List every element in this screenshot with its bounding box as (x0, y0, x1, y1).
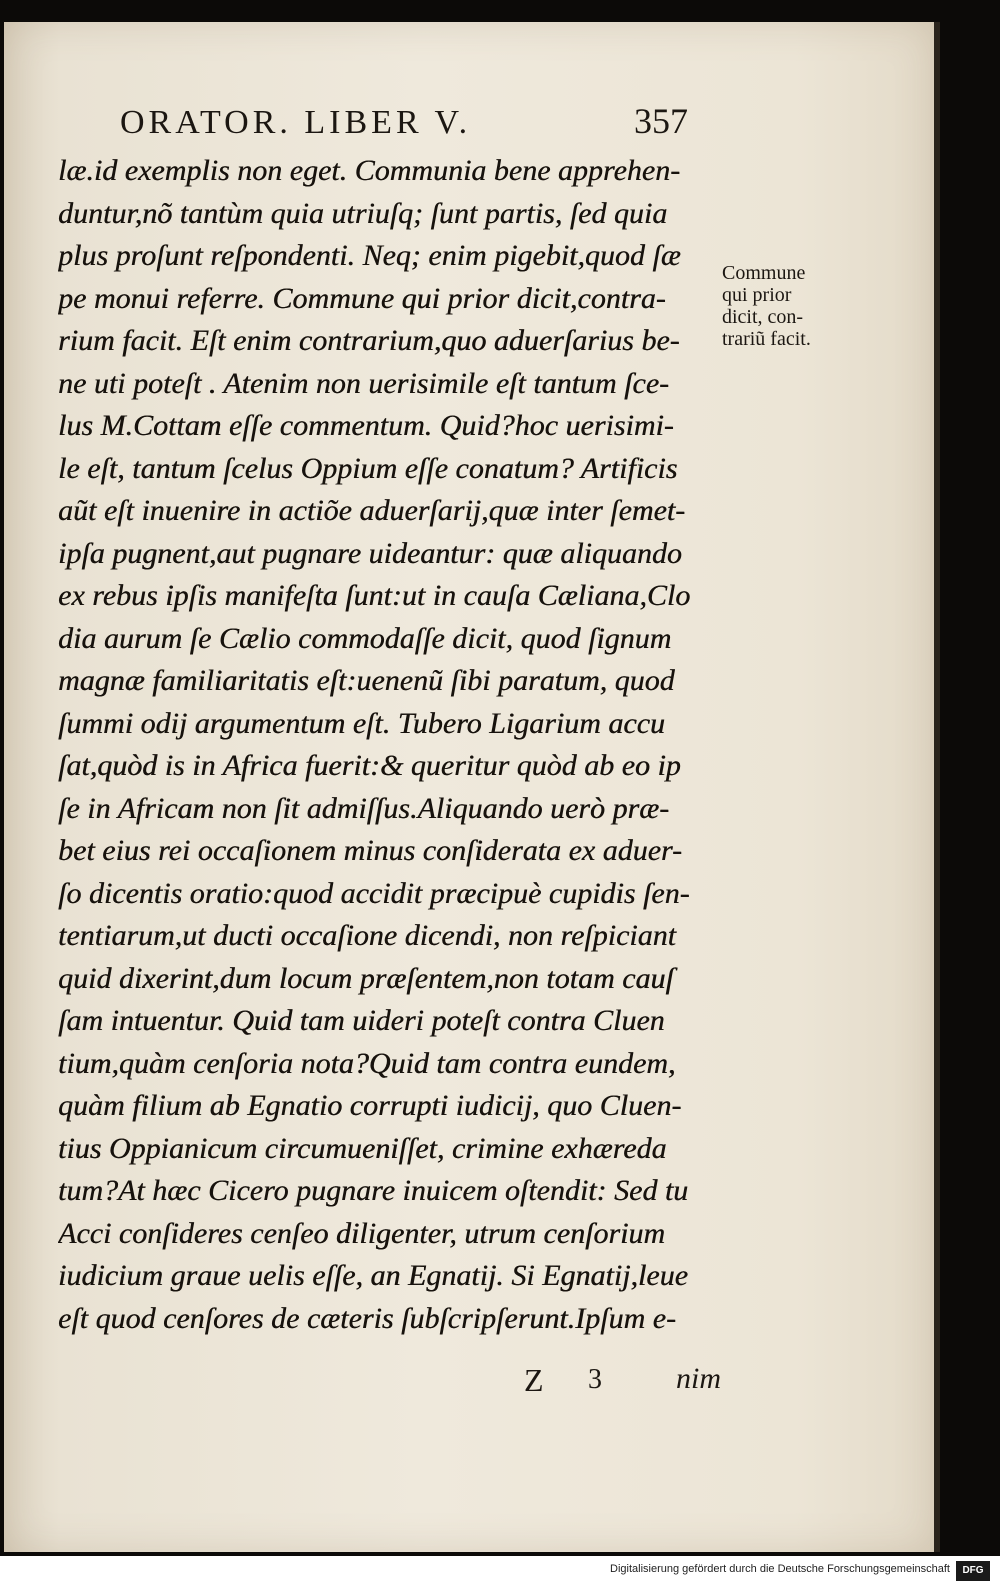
text-line: magnæ familiaritatis eſt:uenenũ ſibi paratum, quod (58, 664, 675, 697)
signature-line (524, 1362, 744, 1402)
text-line: quid dixerint,dum locum præſentem,non totam cauſ (58, 961, 674, 995)
text-line: lus M.Cottam eſſe commentum. Quid?hoc uerisimi- (58, 409, 674, 442)
marginal-note (722, 262, 858, 350)
book-page (4, 22, 934, 1552)
catchword: nim (676, 1362, 721, 1395)
marginal-note-line: Commune (722, 262, 806, 284)
text-line: rium facit. Eſt enim contrarium,quo aduerſarius be- (58, 324, 680, 357)
text-line: tum?At hæc Cicero pugnare inuicem oſtendit: Sed tu (58, 1174, 689, 1207)
body-text (58, 150, 738, 1340)
signature-mark: Z (524, 1362, 544, 1398)
text-line: duntur,nõ tantùm quia utriuſq; ſunt partis, ſed quia (58, 196, 668, 230)
text-line: Acci conſideres cenſeo diligenter, utrum cenſorium (58, 1216, 666, 1250)
text-line: plus proſunt reſpondenti. Neq; enim pigebit,quod ſæ (58, 239, 681, 272)
text-line: quàm filium ab Egnatio corrupti iudicij, quo Cluen- (58, 1089, 682, 1122)
text-line: pe monui referre. Commune qui prior dicit,contra- (58, 281, 666, 315)
text-line: iudicium graue uelis eſſe, an Egnatij. Si Egnatij,leue (58, 1259, 688, 1292)
text-line: tius Oppianicum circumueniſſet, crimine exhæreda (58, 1131, 667, 1165)
text-line: ipſa pugnent,aut pugnare uideantur: quæ aliquando (58, 536, 682, 570)
text-line: aũt eſt inuenire in actiõe aduerſarij,quæ inter ſemet- (58, 494, 686, 527)
text-line: tium,quàm cenſoria nota?Quid tam contra eundem, (58, 1046, 676, 1080)
text-line: ſat,quòd is in Africa fuerit:& queritur quòd ab eo ip (58, 749, 681, 782)
text-line: tentiarum,ut ducti occaſione dicendi, non reſpiciant (58, 919, 676, 952)
text-line: ſummi odij argumentum eſt. Tubero Ligarium accu (58, 706, 665, 740)
page-edge (934, 22, 940, 1552)
marginal-note-line: trariũ facit. (722, 328, 811, 350)
running-head-title: ORATOR. LIBER V. (120, 104, 472, 141)
text-line: ex rebus ipſis manifeſta ſunt:ut in cauſa Cæliana,Clo (58, 579, 691, 612)
text-line: bet eius rei occaſionem minus conſiderata ex aduer- (58, 834, 682, 867)
signature-number: 3 (588, 1364, 602, 1395)
footer-credit: Digitalisierung gefördert durch die Deutsche Forschungsgemeinschaft (610, 1563, 950, 1575)
marginal-note-line: qui prior (722, 284, 792, 306)
text-line: dia aurum ſe Cælio commodaſſe dicit, quod ſignum (58, 621, 672, 655)
text-line: ſam intuentur. Quid tam uideri poteſt contra Cluen (58, 1004, 665, 1037)
dfg-logo: DFG (956, 1561, 990, 1581)
text-line: læ.id exemplis non eget. Communia bene apprehen- (58, 154, 681, 187)
text-line: ne uti poteſt . Atenim non uerisimile eſt tantum ſce- (58, 366, 670, 400)
marginal-note-line: dicit, con- (722, 306, 804, 328)
text-line: le eſt, tantum ſcelus Oppium eſſe conatum? Artificis (58, 451, 678, 485)
page-number: 357 (634, 101, 688, 141)
text-line: ſe in Africam non ſit admiſſus.Aliquando uerò præ- (58, 791, 670, 825)
text-line: ſo dicentis oratio:quod accidit præcipuè cupidis ſen- (58, 876, 690, 910)
text-line: eſt quod cenſores de cæteris ſubſcripſerunt.Ipſum e- (58, 1301, 676, 1335)
footer-bar (0, 1556, 1000, 1587)
